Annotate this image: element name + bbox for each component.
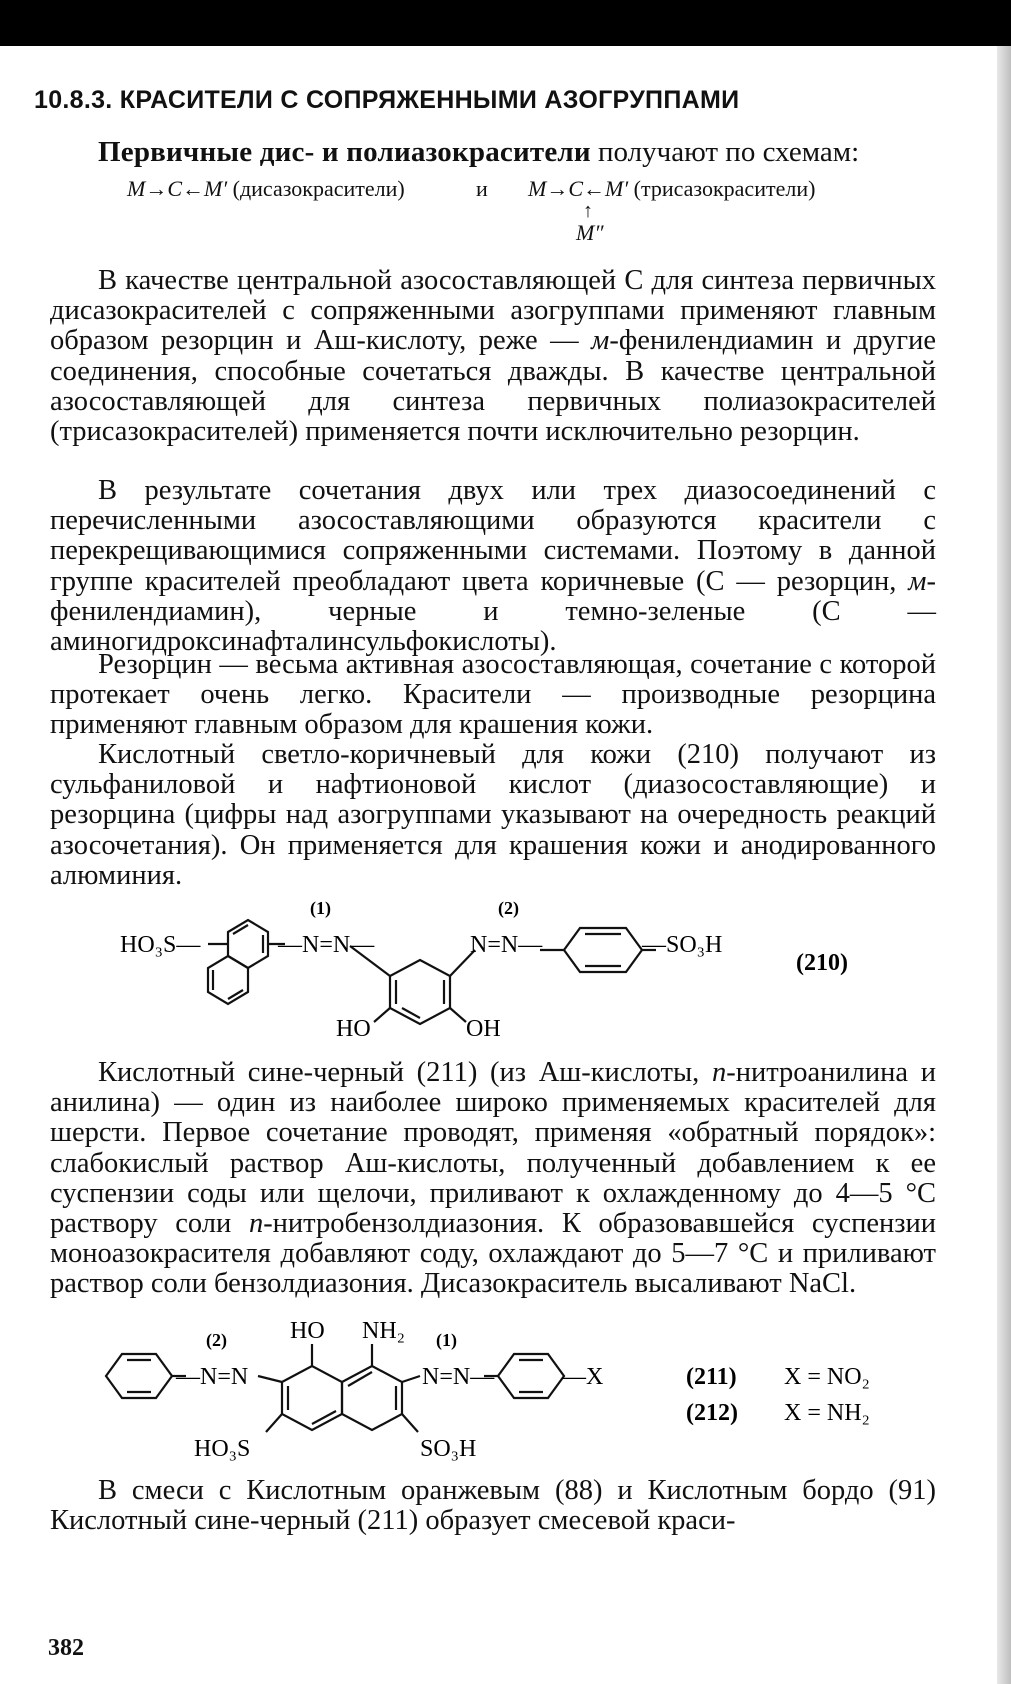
naphthalene-ring-left [282,1366,342,1430]
label-ho3s-left: HO₃S— [120,932,201,958]
label-order-1: (1) [310,898,331,918]
scheme-up-arrow: ↑ [583,200,593,222]
paragraph-4: Кислотный светло-коричневый для кожи (210) получают из сульфаниловой и нафтионовой кислот (диазосоставляющие) и резорцина (цифры над азогруппами указывают на очередность реакций азосочетания). Он применяется для крашения кожи и анодированного алюминия. [50,739,936,891]
paragraph-5-italic-p1: п [711,1057,727,1088]
scheme-tris [528,176,815,202]
page-number: 382 [48,1635,84,1661]
scheme-tris-formula: M→C←M′ [528,176,629,201]
scheme-dis-label: (дисазокрасители) [232,176,405,201]
label-so3h-right: —SO₃H [642,932,723,958]
paragraph-1-italic-m: м [591,325,610,357]
paragraph-5 [50,1058,936,1300]
paragraph-2-italic-m: м [908,565,927,597]
label-oh-left: HO [336,1016,371,1040]
scheme-tris-bottom: M″ [576,220,604,245]
scheme-conjunction: и [476,176,488,201]
resorcinol-ring [390,960,450,1024]
label-so3h-right-211: SO₃H [420,1436,477,1462]
section-heading: 10.8.3. КРАСИТЕЛИ С СОПРЯЖЕННЫМИ АЗОГРУППАМИ [34,86,740,114]
intro-rest: получают по схемам: [590,136,860,168]
scheme-dis-formula: M→C←M′ [127,176,228,201]
label-azo-2: N=N— [470,932,543,958]
paragraph-5-text-c: -нитроанилина и анилина) — один из наиболее широко применяемых красителей для шерсти. Первое сочетание проводят, применяя «обратный порядок»: слабокислый раствор Аш-кислоты, полученный добавлением к ее суспензии соды или щелочи, приливают к охлажденному до 4—5 °С раствору соли [50,1057,936,1240]
label-nh2: NH₂ [362,1318,406,1344]
paragraph-1 [50,266,936,447]
label-order-right: (1) [436,1330,457,1350]
substituent-212: X = NH₂ [784,1400,870,1426]
label-ho: HO [290,1318,325,1344]
paragraph-2 [50,476,936,657]
label-azo-left: —N=N [176,1364,249,1390]
label-x-group: —X [562,1364,604,1390]
naphthalene-ring-right [342,1366,402,1430]
paragraph-3: Резорцин — весьма активная азосоставляющая, сочетание с которой протекает очень легко. Красители — производные резорцина применяют главным образом для крашения кожи. [50,649,936,741]
compound-label-211: (211) [686,1364,737,1390]
compound-label-212: (212) [686,1400,738,1426]
label-order-2: (2) [498,898,519,918]
intro-term: Первичные дис- и полиазокрасители [98,136,591,168]
substituent-211: X = NO₂ [784,1364,870,1390]
label-order-left: (2) [206,1330,227,1350]
label-azo-right: N=N— [422,1364,495,1390]
paragraph-1-text-a: В качестве центральной азосоставляющей С для синтеза первичных дисазокрасителей с сопряженными азогруппами применяют главным образом резорцин и Аш-кислоту, реже — [50,265,936,357]
label-so3h-left: HO₃S [194,1436,251,1462]
paragraph-2-text-a: В результате сочетания двух или трех диазосоединений с перечисленными азосоставляющими образуются красители с перекрещивающимися сопряженными системами. Поэтому в данной группе красителей преобладают цвета коричневые (С — резорцин, [50,475,936,597]
paragraph-5-text-a: Кислотный сине-черный (211) (из Аш-кислоты, [98,1057,712,1088]
label-azo-1: —N=N— [278,932,375,958]
paragraph-5-text-e: -нитробензолдиазония. К образовавшейся суспензии моноазокрасителя добавляют соду, охлаждают до 5—7 °С и приливают раствор соли бензолдиазония. Дисазокраситель высаливают NaCl. [50,1208,937,1300]
paragraph-5-italic-p2: п [248,1208,264,1240]
intro-line [98,136,859,169]
paragraph-2-text-c: -фенилендиамин), черные и темно-зеленые (С — аминогидроксинафталинсульфокислоты). [50,565,936,658]
label-oh-right: OH [466,1016,501,1040]
scheme-tris-label: (трисазокрасители) [633,176,816,201]
paragraph-6: В смеси с Кислотным оранжевым (88) и Кислотным бордо (91) Кислотный сине-черный (211) образует смесевой краси- [50,1475,936,1537]
compound-label-210: (210) [796,950,848,976]
structure-210-diagram [120,890,940,1040]
scheme-dis [127,176,405,202]
structure-211-diagram [90,1318,940,1468]
paragraph-1-text-c: -фенилендиамин и другие соединения, способные сочетаться дважды. В качестве центральной азосоставляющей для синтеза первичных полиазокрасителей (трисазокрасителей) применяется почти исключительно резорцин. [50,325,936,448]
